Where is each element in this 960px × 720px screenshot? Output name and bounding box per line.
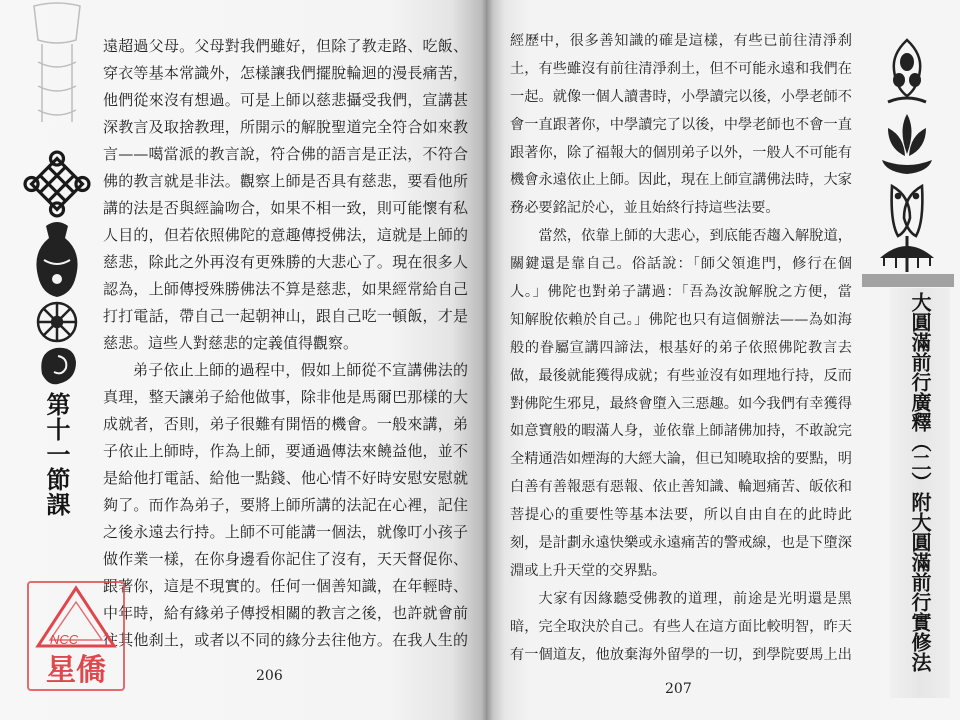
text-line: 做作業一樣，在你身邊看你記住了沒有，天天督促你、 [103, 550, 468, 568]
text-line: 子依止上師時，作為上師，要通過傳法來饒益他，並不 [103, 442, 468, 460]
text-line: 般的眷屬宣講四諦法，根基好的弟子依照佛陀教言去 [510, 339, 852, 356]
endless-knot-icon [22, 149, 91, 218]
text-line: 深教言及取捨教理，所開示的解脫聖道完全符合如來教 [103, 118, 468, 136]
text-line: 往其他刹土，或者以不同的緣分去往他方。在我人生的 [103, 631, 468, 649]
text-line: 慈悲。這些人對慈悲的定義值得觀察。 [103, 334, 359, 352]
left-page-body [103, 33, 468, 654]
running-title-band [862, 274, 954, 287]
text-line: 經歷中，很多善知識的確是這樣，有些已前往清淨刹 [510, 33, 852, 49]
text-line: 遠超過父母。父母對我們雖好，但除了教走路、吃飯、 [103, 37, 468, 55]
text-line: 講的法是否與經論吻合，如果不相一致，則可能懷有私 [103, 199, 468, 217]
text-line: 當然，依靠上師的大悲心，到底能否趨入解脫道， [538, 228, 852, 245]
text-line: 大家有因緣聽受佛教的道理，前途是光明還是黑 [538, 590, 852, 607]
text-line: 人。」佛陀也對弟子講過：「吾為汝說解脫之方便，當 [510, 284, 852, 301]
watermark-logo-name: 星僑 [46, 653, 106, 688]
text-line: 務必要銘記於心，並且始終行持這些法要。 [510, 200, 780, 217]
watermark-logo-text: NCC [50, 632, 79, 647]
text-line: 跟著你，除了福報大的個別弟子以外，一般人不可能有 [510, 144, 852, 161]
text-line: 一起。就像一個人讀書時，小學讀完以後，小學老師不 [510, 88, 852, 105]
text-line: 他們從來沒有想過。可是上師以慈悲攝受我們，宣講甚 [103, 91, 468, 109]
jewel-ornament-icon [888, 40, 926, 102]
text-line: 刻，是計劃永遠快樂或永遠痛苦的警戒線，也是下墮深 [510, 535, 852, 552]
parasol-icon [880, 236, 934, 272]
text-line: 關鍵還是靠自己。俗話說：「師父領進門，修行在個 [510, 256, 852, 273]
text-line: 中年時，給有緣弟子傳授相關的教言之後，也許就會前 [103, 604, 468, 622]
text-line: 打打電話，帶自己一起朝神山，跟自己吃一頓飯，才是 [103, 307, 468, 325]
text-line: 弟子依止上師的過程中，假如上師從不宣講佛法的 [133, 361, 468, 379]
text-line: 夠了。而作為弟子，要將上師所講的法記在心裡，記住 [103, 496, 468, 514]
text-line: 是給他打電話、給他一點錢、他心情不好時安慰安慰就 [103, 469, 468, 487]
watermark-logo [26, 580, 126, 692]
text-line: 認為，上師傳授殊勝佛法不算是慈悲，如果經常給自己 [103, 280, 468, 298]
text-line: 暗，完全取決於自己。有些人在這方面比較明智，昨天 [510, 618, 852, 635]
banner-illustration [34, 3, 80, 122]
text-line: 土，有些雖沒有前往清淨刹土，但不可能永遠和我們在 [510, 60, 852, 77]
text-line: 之後永遠去行持。上師不可能講一個法，就像叮小孩子 [103, 523, 468, 541]
text-line: 佛的教言就是非法。觀察上師是否具有慈悲，要看他所 [103, 172, 468, 190]
right-sidebar-decorations [858, 36, 956, 274]
treasure-vase-icon [36, 222, 77, 297]
text-line: 有一個道友，他放棄海外留學的一切，到學院要馬上出 [510, 646, 852, 663]
text-line: 言——噶當派的教言說，符合佛的語言是正法，不符合 [103, 145, 468, 163]
text-line: 跟著你，這是不現實的。任何一個善知識，在年輕時、 [103, 577, 468, 595]
left-sidebar-decorations [16, 0, 98, 390]
right-page-body [510, 28, 852, 669]
text-line: 如意寶般的暇滿人身，並依靠上師諸佛加持，不敢說完 [510, 423, 852, 440]
golden-fish-icon [892, 186, 923, 236]
text-line: 穿衣等基本常識外，怎樣讓我們擺脫輪迴的漫長痛苦， [103, 64, 468, 82]
text-line: 菩提心的重要性等基本法要，所以自由自在的此時此 [510, 507, 852, 524]
text-line: 成就者，否則，弟子很難有開悟的機會。一般來講，弟 [103, 415, 468, 433]
text-line: 全精通浩如煙海的大經大論，但已知曉取捨的要點，明 [510, 451, 852, 468]
conch-icon [41, 348, 76, 385]
page-number: 207 [665, 681, 692, 697]
dharma-wheel-icon [38, 303, 76, 341]
text-line: 對佛陀生邪見，最終會墮入三惡趣。如今我們有幸獲得 [510, 395, 852, 412]
text-line: 慈悲，除此之外再沒有更殊勝的大悲心了。現在很多人 [103, 253, 468, 271]
lotus-icon [882, 114, 932, 174]
text-line: 做，最後就能獲得成就；有些並沒有如理地行持，反而 [510, 367, 852, 384]
text-line: 會一直跟著你，中學讀完了以後，中學老師也不會一直 [510, 116, 852, 133]
text-line: 機會永遠依止上師。因此，現在上師宣講佛法時，大家 [510, 172, 852, 189]
text-line: 人目的，但若依照佛陀的意趣傳授佛法，這就是上師的 [103, 226, 468, 244]
text-line: 真理，整天讓弟子給他做事，除非他是馬爾巴那樣的大 [103, 388, 468, 406]
page-number: 206 [256, 668, 283, 684]
text-line: 淵或上升天堂的交界點。 [510, 562, 667, 579]
section-title: 第十一節課 [42, 392, 70, 517]
running-title: 大圓滿前行廣釋（二）附大圓滿前行實修法 [908, 292, 932, 672]
text-line: 知解脫依賴於自己。」佛陀也只有這個辦法——為如海 [510, 311, 852, 328]
right-page [486, 0, 960, 720]
text-line: 白善有善報惡有惡報、依止善知識、輪迴痛苦、皈依和 [510, 479, 852, 496]
